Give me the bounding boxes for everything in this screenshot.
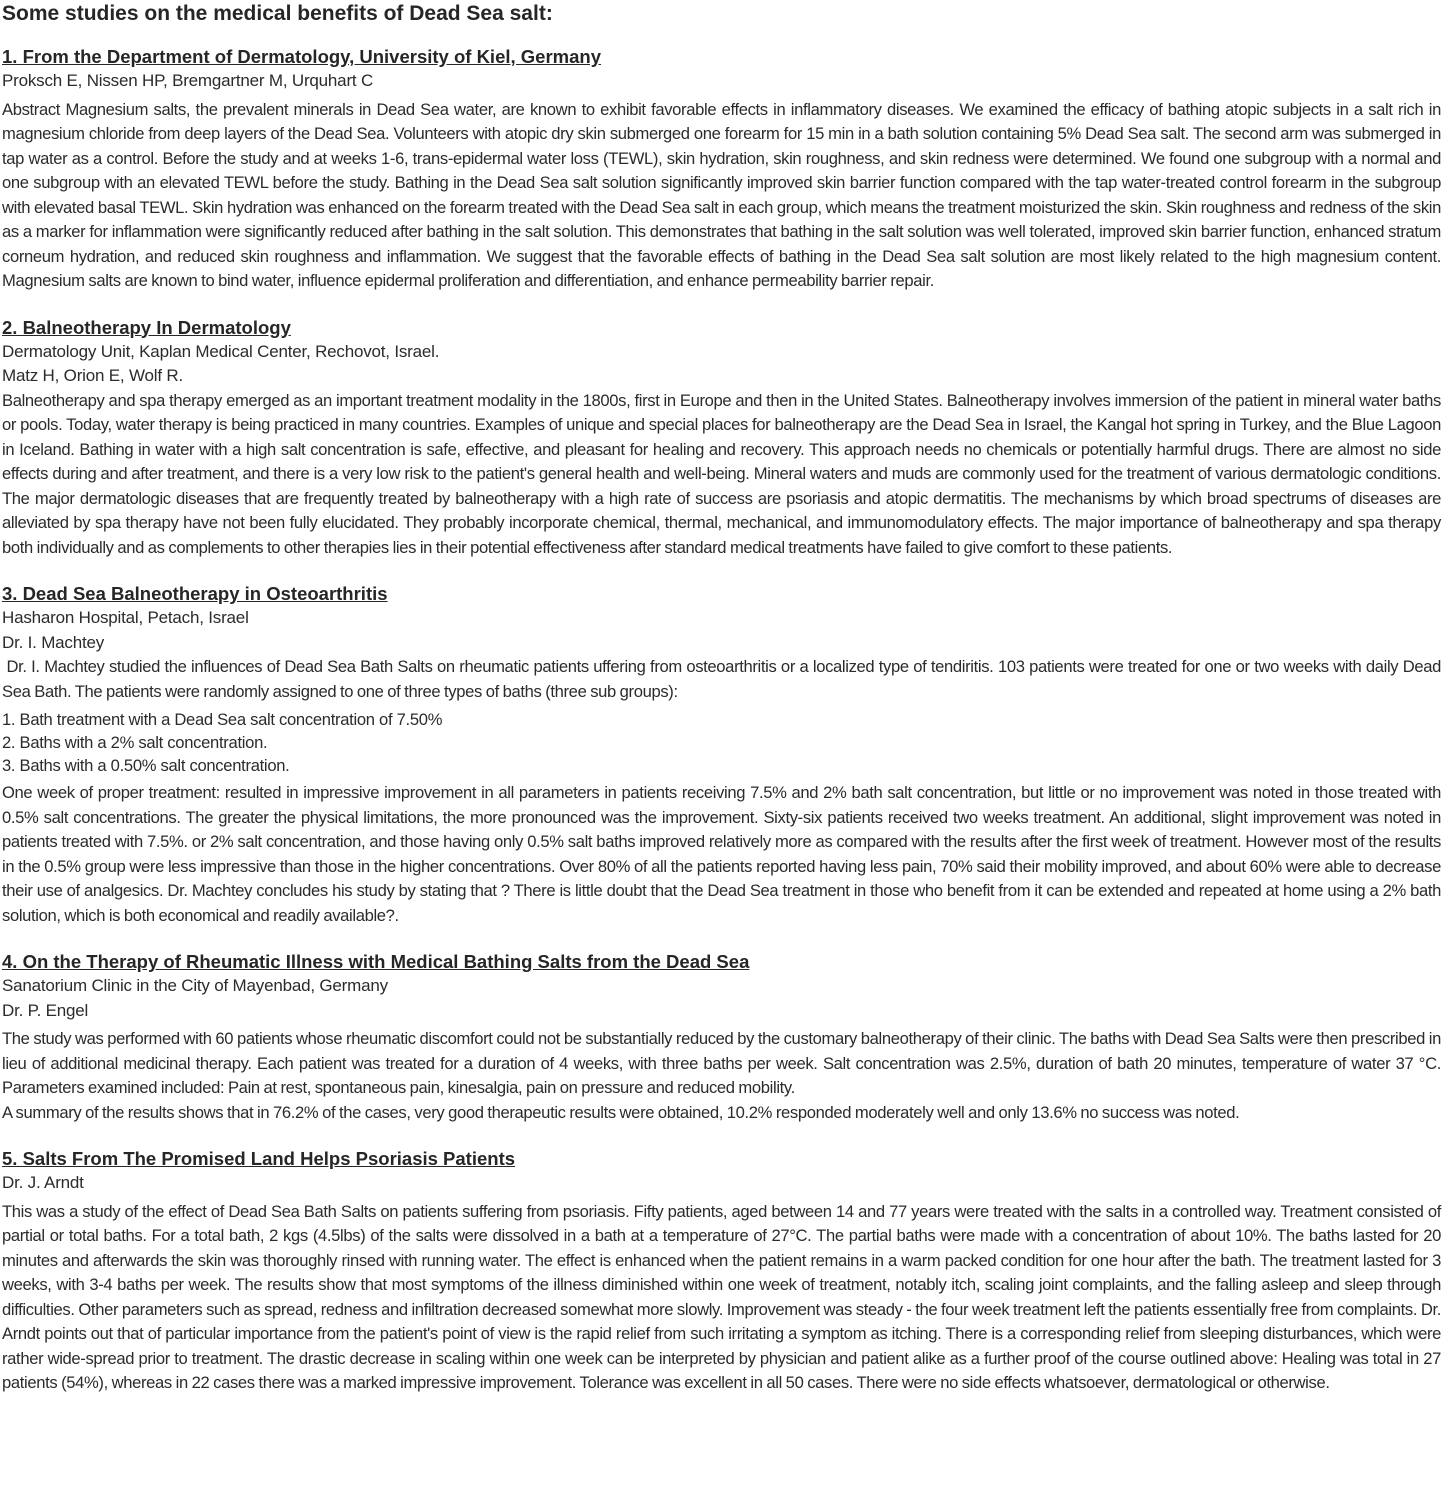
study-authors: Dr. I. Machtey	[2, 632, 105, 652]
study-title: 1. From the Department of Dermatology, University of Kiel, Germany	[2, 46, 601, 67]
study-summary: A summary of the results shows that in 76.2% of the cases, very good therapeutic results were obtained, 10.2% responded moderately well and only 13.6% no success was noted.	[2, 1102, 1240, 1122]
study-5	[2, 1147, 1441, 1396]
list-item: 1. Bath treatment with a Dead Sea salt concentration of 7.50%	[2, 710, 443, 729]
study-institution: Hasharon Hospital, Petach, Israel	[2, 608, 249, 627]
study-abstract: The study was performed with 60 patients whose rheumatic discomfort could not be substantially reduced by the customary balneotherapy of their clinic. The baths with Dead Sea Salts were then prescribed in lieu of additional medicinal therapy. Each patient was treated for a duration of 4 weeks, with three baths per week. Salt concentration was 2.5%, duration of bath 20 minutes, temperature of water 37 °C. Parameters examined included: Pain at rest, spontaneous pain, kinesalgia, pain on pressure and reduced mobility.	[2, 1029, 1441, 1097]
study-2	[2, 316, 1441, 561]
study-title: 2. Balneotherapy In Dermatology	[2, 316, 291, 338]
study-intro: Dr. I. Machtey studied the influences of Dead Sea Bath Salts on rheumatic patients uffering from osteoarthritis or a localized type of tendiritis. 103 patients were treated for one or two weeks with daily Dead Sea Bath. The patients were randomly assigned to one of three types of baths (three sub groups):	[2, 657, 1445, 701]
study-authors: Proksch E, Nissen HP, Bremgartner M, Urquhart C	[2, 71, 374, 90]
study-authors: Dr. P. Engel	[2, 1000, 89, 1020]
list-item: 3. Baths with a 0.50% salt concentration.	[2, 756, 290, 775]
treatment-list	[2, 708, 1441, 777]
study-institution: Dermatology Unit, Kaplan Medical Center, Rechovot, Israel.	[2, 341, 440, 361]
study-authors: Matz H, Orion E, Wolf R.	[2, 366, 183, 385]
study-results: One week of proper treatment: resulted in impressive improvement in all parameters in patients receiving 7.5% and 2% bath salt concentration, but little or no improvement was noted in those treated with 0.5% salt concentrations. The greater the physical limitations, the more pronounced was the improvement. Sixty-six patients received two weeks treatment. An additional, slight improvement was noted in patients treated with 7.5%. or 2% salt concentration, and those having only 0.5% salt baths improved relatively more as compared with the results after the first week of treatment. However most of the results in the 0.5% group were less impressive than those in the higher concentrations. Over 80% of all the patients reported having less pain, 70% said their mobility improved, and about 60% were able to decrease their use of analgesics. Dr. Machtey concludes his study by stating that ? There is little doubt that the Dead Sea treatment in those who benefit from it can be extended and repeated at home using a 2% bath solution, which is both economical and readily available?.	[2, 783, 1441, 925]
document-title: Some studies on the medical benefits of Dead Sea salt:	[2, 2, 553, 25]
study-4	[2, 950, 1441, 1125]
study-1	[2, 45, 1441, 294]
study-abstract: This was a study of the effect of Dead Sea Bath Salts on patients suffering from psoriasis. Fifty patients, aged between 14 and 77 years were treated with the salts in a controlled way. Treatment consisted of partial or total baths. For a total bath, 2 kgs (4.5lbs) of the salts were dissolved in a bath at a temperature of 27°C. The partial baths were made with a concentration of about 10%. The baths lasted for 20 minutes and afterwards the skin was thoroughly rinsed with running water. The effect is enhanced when the patient remains in a warm packed condition for one hour after the bath. The treatment lasted for 3 weeks, with 3-4 baths per week. The results show that most symptoms of the illness diminished within one week of treatment, notably itch, scaling joint complaints, and the falling asleep and sleep through difficulties. Other parameters such as spread, redness and infiltration decreased somewhat more slowly. Improvement was steady - the four week treatment left the patients essentially free from complaints. Dr. Arndt points out that of particular importance from the patient's point of view is the rapid relief from such irritating a symptom as itching. There is a corresponding relief from sleeping disturbances, which were rather wide-spread prior to treatment. The drastic decrease in scaling within one week can be interpreted by physician and patient alike as a further proof of the course outlined above: Healing was total in 27 patients (54%), whereas in 22 cases there was a marked impressive improvement. Tolerance was excellent in all 50 cases. There were no side effects whatsoever, dermatological or otherwise.	[2, 1201, 1441, 1392]
study-authors: Dr. J. Arndt	[2, 1173, 84, 1192]
study-title: 3. Dead Sea Balneotherapy in Osteoarthritis	[2, 583, 388, 604]
list-item: 2. Baths with a 2% salt concentration.	[2, 733, 268, 752]
study-title: 5. Salts From The Promised Land Helps Psoriasis Patients	[2, 1148, 516, 1169]
study-abstract: Balneotherapy and spa therapy emerged as an important treatment modality in the 1800s, first in Europe and then in the United States. Balneotherapy involves immersion of the patient in mineral water baths or pools. Today, water therapy is being practiced in many countries. Examples of unique and special places for balneotherapy are the Dead Sea in Israel, the Kangal hot spring in Turkey, and the Blue Lagoon in Iceland. Bathing in water with a high salt concentration is safe, effective, and pleasant for healing and recovery. This approach needs no chemicals or potentially harmful drugs. There are almost no side effects during and after treatment, and there is a very low risk to the patient's general health and well-being. Mineral waters and muds are commonly used for the treatment of various dermatologic conditions. The major dermatologic diseases that are frequently treated by balneotherapy with a high rate of success are psoriasis and atopic dermatitis. The mechanisms by which broad spectrums of diseases are alleviated by spa therapy have not been fully elucidated. They probably incorporate chemical, thermal, mechanical, and immunomodulatory effects. The major importance of balneotherapy and spa therapy both individually and as complements to other therapies lies in their potential effectiveness after standard medical treatments have failed to give comfort to these patients.	[2, 390, 1441, 557]
study-title: 4. On the Therapy of Rheumatic Illness with Medical Bathing Salts from the Dead Sea	[2, 951, 750, 972]
study-abstract: Abstract Magnesium salts, the prevalent minerals in Dead Sea water, are known to exhibit favorable effects in inflammatory diseases. We examined the efficacy of bathing atopic subjects in a salt rich in magnesium chloride from deep layers of the Dead Sea. Volunteers with atopic dry skin submerged one forearm for 15 min in a bath solution containing 5% Dead Sea salt. The second arm was submerged in tap water as a control. Before the study and at weeks 1-6, trans-epidermal water loss (TEWL), skin hydration, skin roughness, and skin redness were determined. We found one subgroup with a normal and one subgroup with an elevated TEWL before the study. Bathing in the Dead Sea salt solution significantly improved skin barrier function compared with the tap water-treated control forearm in the subgroup with elevated basal TEWL. Skin hydration was enhanced on the forearm treated with the Dead Sea salt in each group, which means the treatment moisturized the skin. Skin roughness and redness of the skin as a marker for inflammation were significantly reduced after bathing in the salt solution. This demonstrates that bathing in the salt solution was well tolerated, improved skin barrier function, enhanced stratum corneum hydration, and reduced skin roughness and inflammation. We suggest that the favorable effects of bathing in the Dead Sea salt solution are most likely related to the high magnesium content. Magnesium salts are known to bind water, influence epidermal proliferation and differentiation, and enhance permeability barrier repair.	[2, 99, 1441, 290]
study-institution: Sanatorium Clinic in the City of Mayenbad, Germany	[2, 976, 388, 995]
study-3	[2, 582, 1445, 928]
